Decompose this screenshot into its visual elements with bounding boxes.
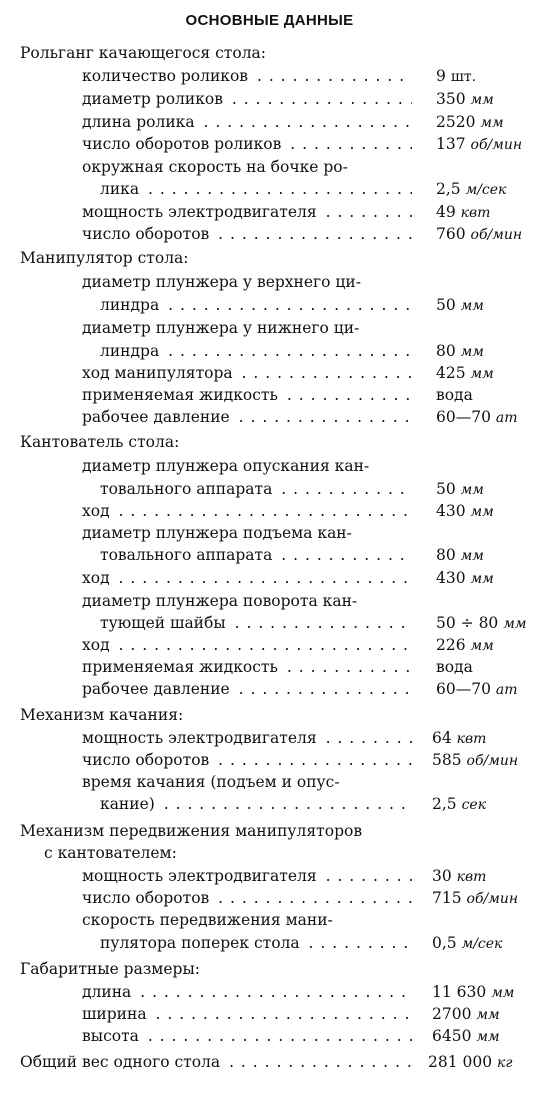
spec-unit: мм	[480, 115, 504, 131]
spec-label: применяемая жидкость	[82, 658, 281, 676]
spec-unit: мм	[460, 482, 484, 498]
spec-value: 281 000	[428, 1053, 493, 1071]
spec-row	[0, 522, 539, 544]
spec-label: число оборотов роликов	[82, 135, 284, 153]
spec-row	[0, 909, 539, 931]
spec-row	[0, 133, 539, 155]
spec-row	[0, 544, 539, 566]
spec-value: 9	[436, 67, 446, 85]
section-heading-dimensions: Габаритные размеры:	[20, 960, 200, 978]
spec-unit: мм	[470, 504, 494, 520]
spec-row	[0, 362, 539, 384]
page-title: ОСНОВНЫЕ ДАННЫЕ	[185, 12, 354, 29]
spec-row	[0, 111, 539, 133]
spec-unit: об/мин	[466, 891, 519, 907]
spec-row	[0, 271, 539, 293]
spec-row-total-weight	[0, 1051, 539, 1073]
spec-label: диаметр роликов	[82, 90, 226, 108]
spec-row	[0, 865, 539, 887]
spec-label: ход	[82, 569, 113, 587]
spec-label: длина	[82, 983, 134, 1001]
spec-value: 49	[436, 203, 456, 221]
spec-value: 226	[436, 636, 466, 654]
spec-row	[0, 156, 539, 178]
spec-unit: мм	[470, 571, 494, 587]
spec-unit: мм	[470, 366, 494, 382]
spec-value: 2,5	[436, 180, 461, 198]
spec-unit: квт	[456, 869, 487, 885]
spec-unit: об/мин	[466, 753, 519, 769]
spec-value: 760	[436, 225, 466, 243]
spec-value: 11 630	[432, 983, 487, 1001]
spec-value: вода	[436, 658, 473, 676]
spec-value: 64	[432, 729, 452, 747]
spec-value: 80	[436, 342, 456, 360]
spec-unit: об/мин	[470, 227, 523, 243]
spec-value: 715	[432, 889, 462, 907]
spec-unit: мм	[476, 1029, 500, 1045]
spec-unit: мм	[491, 985, 515, 1001]
spec-row	[0, 727, 539, 749]
spec-value: 80	[436, 546, 456, 564]
spec-unit: квт	[460, 205, 491, 221]
section-heading-travel-mechanism-cont: с кантователем:	[44, 844, 177, 862]
spec-label: число оборотов	[82, 225, 212, 243]
spec-label: тующей шайбы	[100, 614, 229, 632]
spec-value: 430	[436, 502, 466, 520]
spec-unit: сек	[461, 797, 487, 813]
spec-value: 585	[432, 751, 462, 769]
spec-label: число оборотов	[82, 889, 212, 907]
spec-label: применяемая жидкость	[82, 386, 281, 404]
spec-unit: об/мин	[470, 137, 523, 153]
spec-label: линдра	[100, 342, 162, 360]
spec-value: вода	[436, 386, 473, 404]
spec-unit: квт	[456, 731, 487, 747]
spec-row	[0, 478, 539, 500]
spec-label: мощность электродвигателя	[82, 203, 320, 221]
spec-label: диаметр плунжера подъема кан-	[82, 524, 352, 542]
spec-label: Общий вес одного стола	[20, 1053, 223, 1071]
spec-label: линдра	[100, 296, 162, 314]
spec-unit: шт.	[450, 69, 477, 85]
spec-label: рабочее давление	[82, 680, 233, 698]
spec-label: диаметр плунжера у нижнего ци-	[82, 319, 360, 337]
spec-label: диаметр плунжера опускания кан-	[82, 457, 370, 475]
spec-label: ход	[82, 502, 113, 520]
spec-row	[0, 294, 539, 316]
spec-label: рабочее давление	[82, 408, 233, 426]
spec-value: 425	[436, 364, 466, 382]
spec-value: 2700	[432, 1005, 472, 1023]
spec-label: число оборотов	[82, 751, 212, 769]
spec-value: 0,5	[432, 934, 457, 952]
spec-value: 50	[436, 480, 456, 498]
spec-label: кание)	[100, 795, 158, 813]
spec-label: высота	[82, 1027, 142, 1045]
spec-row	[0, 317, 539, 339]
spec-row	[0, 678, 539, 700]
spec-row	[0, 340, 539, 362]
spec-value: 60—70	[436, 680, 491, 698]
spec-label: количество роликов	[82, 67, 251, 85]
spec-unit: мм	[460, 548, 484, 564]
spec-unit: мм	[470, 92, 494, 108]
spec-row	[0, 500, 539, 522]
spec-unit: мм	[476, 1007, 500, 1023]
spec-unit: м/сек	[465, 182, 507, 198]
spec-row	[0, 88, 539, 110]
section-heading-tilter: Кантователь стола:	[20, 433, 180, 451]
spec-label: лика	[100, 180, 142, 198]
spec-value: 6450	[432, 1027, 472, 1045]
spec-row	[0, 612, 539, 634]
spec-unit: мм	[460, 298, 484, 314]
spec-unit: мм	[470, 638, 494, 654]
spec-label: диаметр плунжера у верхнего ци-	[82, 273, 361, 291]
spec-value: 60—70	[436, 408, 491, 426]
spec-row	[0, 406, 539, 428]
spec-label: товального аппарата	[100, 480, 275, 498]
spec-unit: мм	[460, 344, 484, 360]
spec-label: время качания (подъем и опус-	[82, 773, 340, 791]
spec-row	[0, 981, 539, 1003]
spec-unit: мм	[503, 616, 527, 632]
spec-label: ход манипулятора	[82, 364, 236, 382]
spec-row	[0, 201, 539, 223]
spec-row	[0, 567, 539, 589]
spec-label: длина ролика	[82, 113, 198, 131]
spec-row	[0, 634, 539, 656]
spec-value: 2,5	[432, 795, 457, 813]
spec-value: 137	[436, 135, 466, 153]
spec-value: 50 ÷ 80	[436, 614, 499, 632]
spec-value: 50	[436, 296, 456, 314]
spec-row	[0, 749, 539, 771]
spec-label: ширина	[82, 1005, 150, 1023]
spec-row	[0, 384, 539, 406]
spec-label: товального аппарата	[100, 546, 275, 564]
spec-row	[0, 455, 539, 477]
spec-row	[0, 793, 539, 815]
spec-label: мощность электродвигателя	[82, 729, 320, 747]
spec-value: 2520	[436, 113, 476, 131]
spec-row	[0, 65, 539, 87]
spec-label: пулятора поперек стола	[100, 934, 303, 952]
spec-unit: м/сек	[461, 936, 503, 952]
spec-row	[0, 1003, 539, 1025]
section-heading-travel-mechanism: Механизм передвижения манипуляторов	[20, 822, 363, 840]
section-heading-rollgang: Рольганг качающегося стола:	[20, 44, 267, 62]
spec-unit: ат	[495, 410, 518, 426]
spec-row	[0, 590, 539, 612]
spec-unit: ат	[495, 682, 518, 698]
spec-row	[0, 932, 539, 954]
spec-row	[0, 771, 539, 793]
spec-value: 430	[436, 569, 466, 587]
spec-value: 30	[432, 867, 452, 885]
spec-label: скорость передвижения мани-	[82, 911, 333, 929]
spec-label: мощность электродвигателя	[82, 867, 320, 885]
spec-row	[0, 178, 539, 200]
spec-unit: кг	[497, 1055, 513, 1071]
section-heading-rocking: Механизм качания:	[20, 706, 184, 724]
spec-row	[0, 656, 539, 678]
spec-row	[0, 887, 539, 909]
section-heading-manipulator: Манипулятор стола:	[20, 249, 189, 267]
spec-value: 350	[436, 90, 466, 108]
spec-label: ход	[82, 636, 113, 654]
spec-label: окружная скорость на бочке ро-	[82, 158, 348, 176]
spec-row	[0, 223, 539, 245]
spec-row	[0, 1025, 539, 1047]
spec-label: диаметр плунжера поворота кан-	[82, 592, 358, 610]
